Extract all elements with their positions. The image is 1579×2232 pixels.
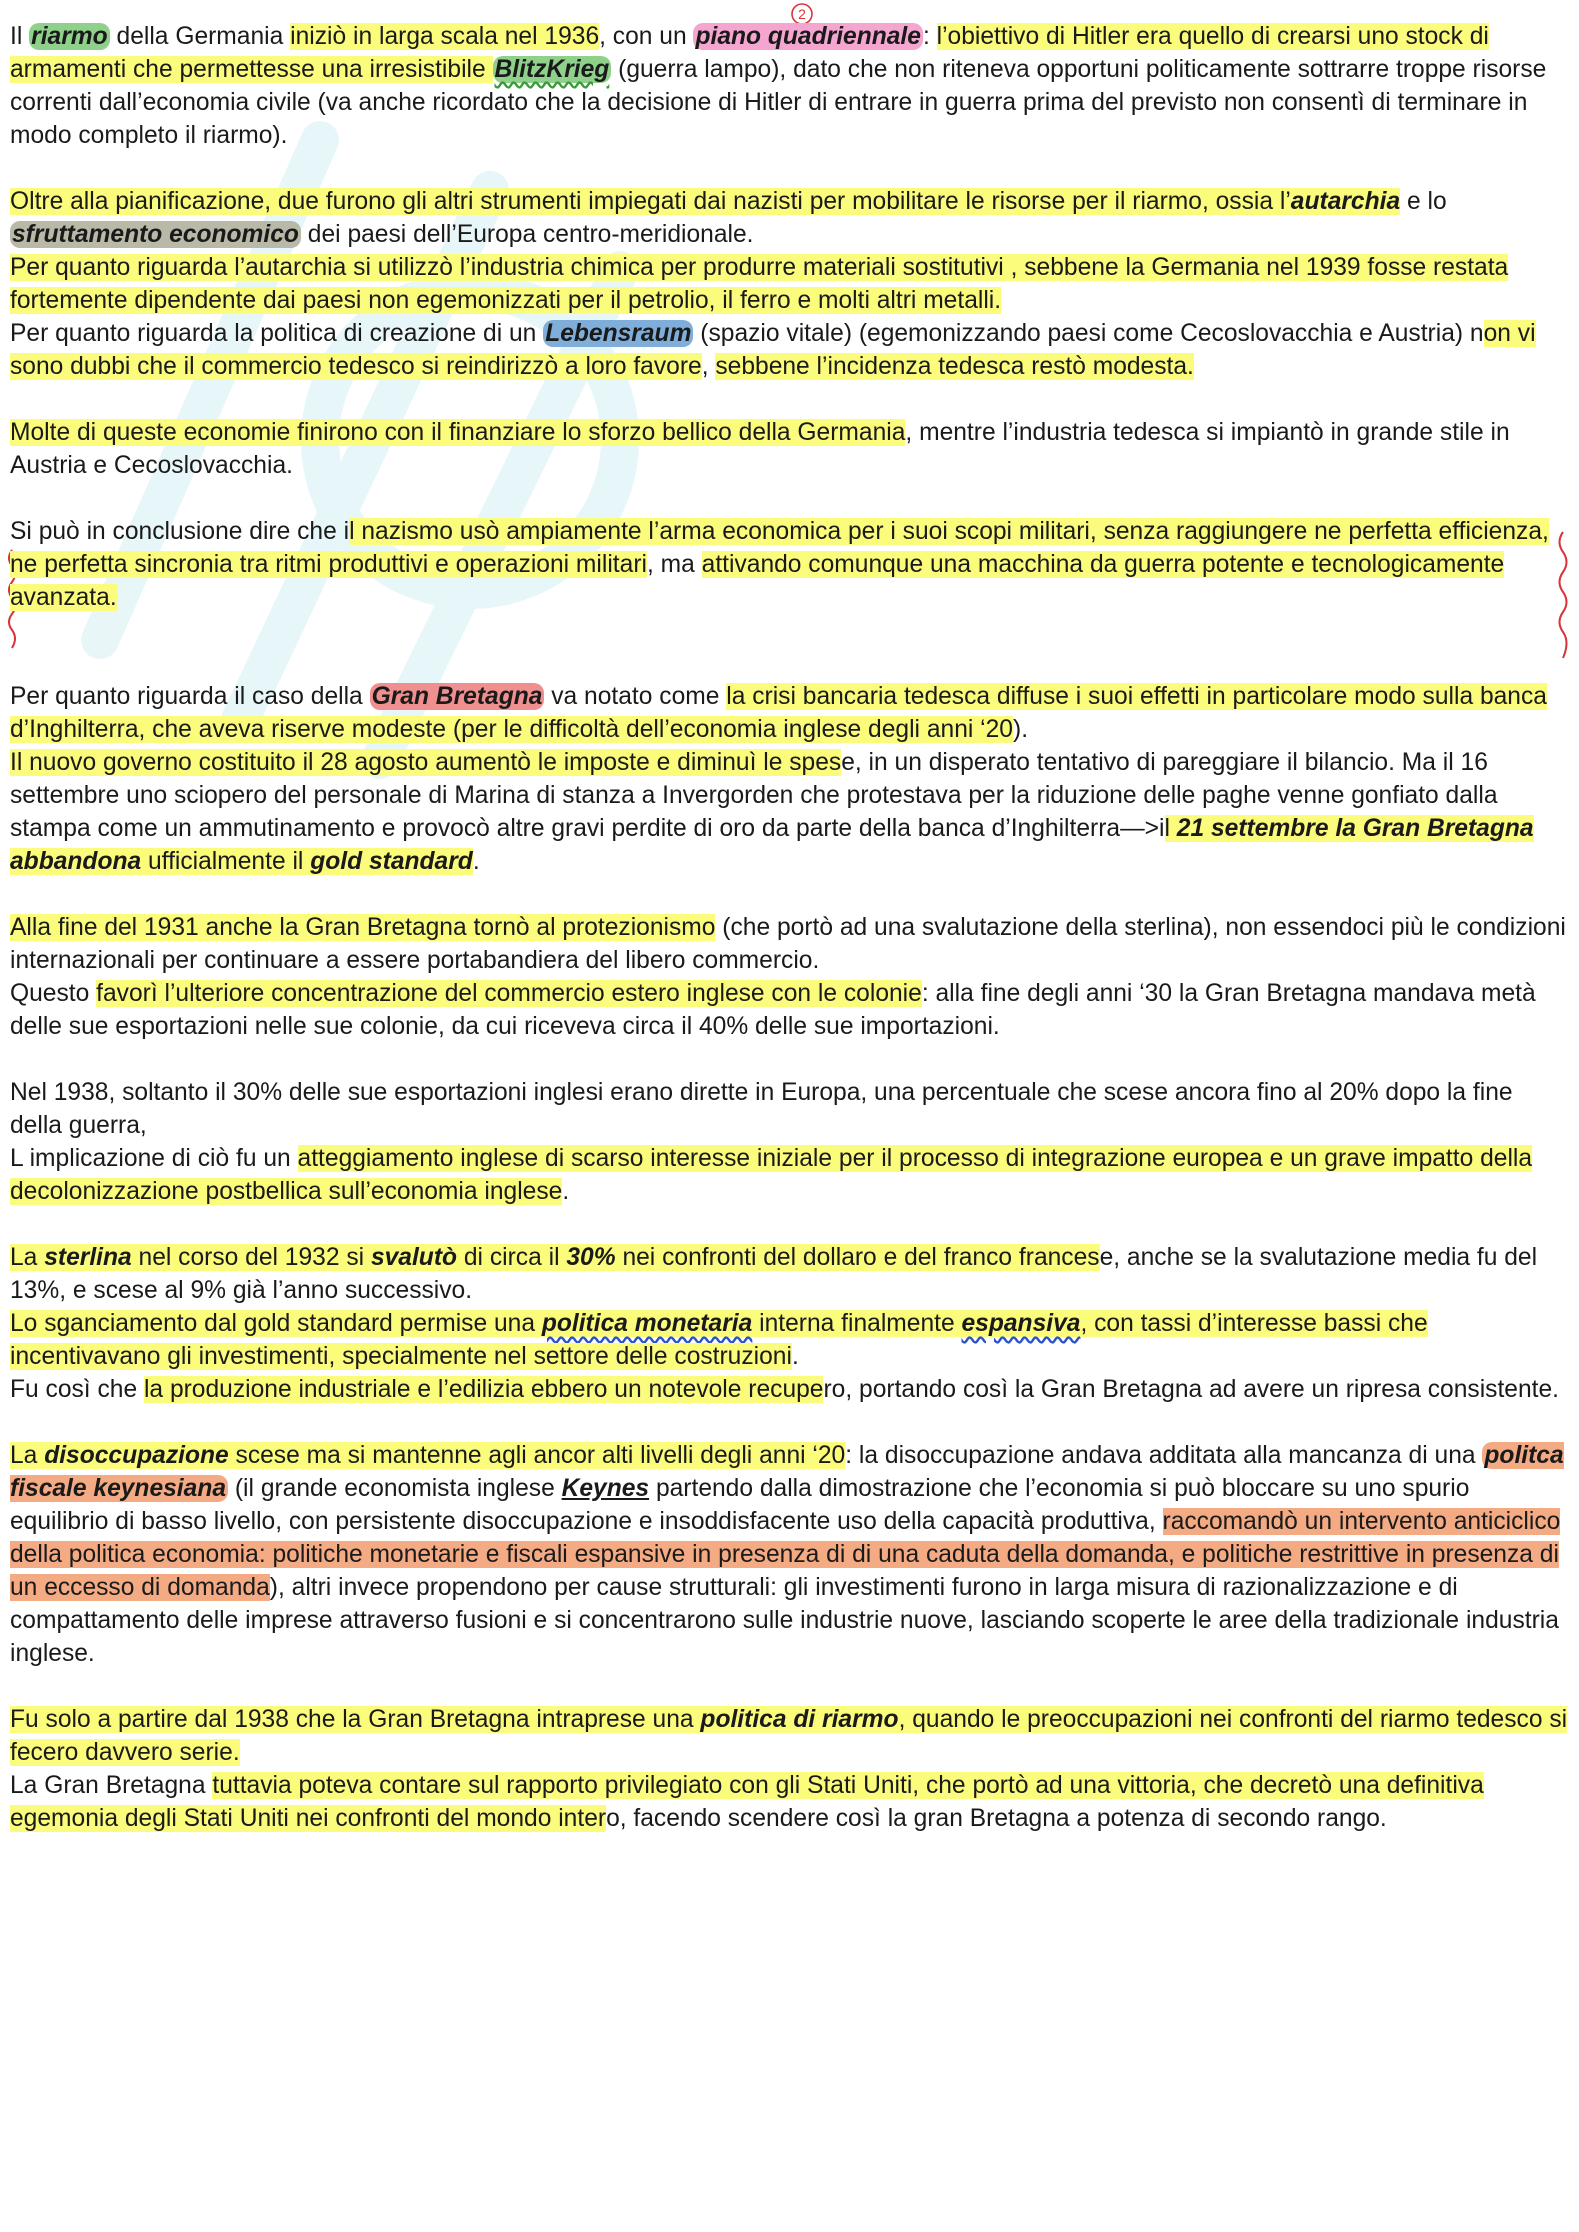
text-run: Si può in conclusione dire che i — [10, 518, 350, 545]
keyword-30-percent: 30% — [566, 1244, 616, 1271]
document-body — [10, 20, 1570, 1835]
highlight-yellow: interna finalmente — [752, 1310, 962, 1337]
svg-text:2: 2 — [798, 6, 806, 22]
highlight-yellow: scese ma si mantenne agli ancor alti livelli degli anni ‘20 — [228, 1442, 846, 1469]
text-run: dei paesi dell’Europa centro-meridionale. — [300, 221, 754, 248]
paragraph-disoccupazione — [10, 1439, 1570, 1670]
text-run: Questo — [10, 980, 97, 1007]
paragraph-protezionismo — [10, 911, 1570, 1043]
text-run: Fu così che — [10, 1376, 144, 1403]
highlight-yellow: Il nuovo governo costituito il 28 agosto aumentò le imposte e diminuì le spes — [10, 749, 842, 776]
highlight-yellow: ufficialmente il — [141, 848, 311, 875]
text-run: : — [922, 23, 937, 50]
text-run: partendo dalla dimostrazione che l’economia si può bloccare su uno spurio equilibrio di basso livello, con persistente disoccupazione e insoddisfacente uso della capacità produttiva, — [10, 1475, 1470, 1535]
text-run: ), altri invece propendono per cause strutturali: gli investimenti furono in larga misura di razionalizzazione e di compattamento delle imprese attraverso fusioni e si concentrarono sulle industrie nuove, lasciando scoperte le aree della tradizionale industria inglese. — [10, 1574, 1559, 1667]
text-run: , mentre l’industria tedesca si impiantò in grande stile in Austria e Cecoslovacchia. — [10, 419, 1510, 479]
text-run: e, in un disperato tentativo di pareggiare il bilancio. Ma il 16 settembre uno sciopero del personale di Marina di stanza a Invergorden che protestava per la riduzione delle paghe venne gonfiato dalla stampa come un ammutinamento e provocò altre gravi perdite di oro da parte della banca d’Inghilterra—>i — [10, 749, 1498, 842]
highlight-yellow: on vi sono dubbi che il commercio tedesco si reindirizzò a loro favore — [10, 320, 1536, 380]
text-run: . — [791, 1343, 799, 1370]
text-run: . — [472, 848, 480, 875]
highlight-yellow: atteggiamento inglese di scarso interesse iniziale per il processo di integrazione europea e un grave impatto della decolonizzazione postbellica sull’economia inglese — [10, 1145, 1533, 1205]
text-run: della Germania — [109, 23, 291, 50]
keyword-21-settembre: 21 settembre la Gran Bretagna abbandona — [10, 815, 1534, 875]
highlight-yellow: nel corso del 1932 si — [131, 1244, 371, 1271]
text-run: (spazio vitale) (egemonizzando paesi come Cecoslovacchia e Austria) n — [693, 320, 1484, 347]
highlight-yellow: la produzione industriale e l’edilizia ebbero un notevole recupe — [143, 1376, 824, 1403]
text-run: e, anche se la svalutazione media fu del 13%, e scese al 9% già l’anno successivo. — [10, 1244, 1538, 1304]
keyword-piano-quadriennale: piano quadriennale — [695, 23, 921, 50]
highlight-yellow: Per quanto riguarda l’autarchia si utilizzò l’industria chimica per produrre materiali sostitutivi , sebbene la Germania nel 1939 fosse restata fortemente dipendente dai paesi non egemonizzati per il petrolio, il ferro e molti altri metalli. — [10, 254, 1509, 314]
keyword-espansiva: espansiva — [961, 1310, 1081, 1337]
keyword-blitzkrieg: BlitzKrieg — [494, 56, 610, 83]
keyword-gold-standard: gold standard — [310, 848, 473, 875]
highlight-yellow: Oltre alla pianificazione, due furono gli altri strumenti impiegati dai nazisti per mobilitare le risorse per il riarmo, ossia l’ — [10, 188, 1291, 215]
keyword-politica-fiscale-keynesiana: politca fiscale keynesiana — [10, 1442, 1564, 1502]
paragraph-economie — [10, 416, 1570, 482]
text-run: La Gran Bretagna — [10, 1772, 213, 1799]
text-run: Nel 1938, soltanto il 30% delle sue esportazioni inglesi erano dirette in Europa, una percentuale che scese ancora fino al 20% dopo la fine della guerra, — [10, 1079, 1513, 1139]
text-run: (guerra lampo), dato che non riteneva opportuni politicamente sottrarre troppe risorse correnti dall’economia civile (va anche ricordato che la decisione di Hitler di entrare in guerra prima del previsto non consentì di terminare in modo completo il riarmo). — [10, 56, 1547, 149]
text-run: (che portò ad una svalutazione della sterlina), non essendoci più le condizioni internazionali per continuare a essere portabandiera del libero commercio. — [10, 914, 1566, 974]
paragraph-esportazioni — [10, 1076, 1570, 1208]
keyword-politica-di-riarmo: politica di riarmo — [700, 1706, 899, 1733]
paragraph-conclusione — [10, 515, 1570, 614]
text-run: , con un — [599, 23, 694, 50]
text-run: e lo — [1400, 188, 1447, 215]
highlight-yellow: Molte di queste economie finirono con il finanziare lo sforzo bellico della Germania — [10, 419, 906, 446]
paragraph-sterlina — [10, 1241, 1570, 1406]
text-run: Per quanto riguarda il caso della — [10, 683, 370, 710]
text-run: ). — [1013, 716, 1029, 743]
keyword-autarchia: autarchia — [1290, 188, 1401, 215]
highlight-yellow: , con tassi d’interesse bassi che incentivavano gli investimenti, specialmente nel settore delle costruzioni — [10, 1310, 1428, 1370]
highlight-yellow: iniziò in larga scala nel 1936 — [290, 23, 600, 50]
keyword-politica-monetaria: politica monetaria — [541, 1310, 753, 1337]
highlight-orange: raccomandò un intervento anticiclico della politica economia: politiche monetarie e fiscali espansive in presenza di di una caduta della domanda, e politiche restrittive in presenza di un eccesso di domanda — [10, 1508, 1561, 1601]
highlight-yellow: sebbene l’incidenza tedesca restò modesta. — [715, 353, 1194, 380]
highlight-yellow: favorì l’ulteriore concentrazione del commercio estero inglese con le colonie — [96, 980, 922, 1007]
keyword-gran-bretagna: Gran Bretagna — [371, 683, 543, 710]
paragraph-riarmo-germania — [10, 20, 1570, 152]
text-run: ro, portando così la Gran Bretagna ad avere un ripresa consistente. — [823, 1376, 1559, 1403]
text-run: Per quanto riguarda la politica di creazione di un — [10, 320, 544, 347]
highlight-yellow: La — [10, 1442, 45, 1469]
keyword-sfruttamento-economico: sfruttamento economico — [12, 221, 299, 248]
highlight-yellow: Lo sganciamento dal gold standard permise una — [10, 1310, 542, 1337]
paragraph-strumenti — [10, 185, 1570, 383]
text-run: L implicazione di ciò fu un — [10, 1145, 298, 1172]
highlight-yellow: di circa il — [457, 1244, 567, 1271]
highlight-yellow: , quando le preoccupazioni nei confronti del riarmo tedesco si fecero davvero serie. — [10, 1706, 1568, 1766]
text-run: Il — [10, 23, 30, 50]
keyword-sterlina: sterlina — [44, 1244, 132, 1271]
highlight-yellow: l’obiettivo di Hitler era quello di crearsi uno stock di armamenti che permettesse una irresistibile — [10, 23, 1489, 83]
highlight-yellow: Alla fine del 1931 anche la Gran Bretagna tornò al protezionismo — [10, 914, 716, 941]
highlight-yellow: tuttavia poteva contare sul rapporto privilegiato con gli Stati Uniti, che portò ad una vittoria, che decretò una definitiva egemonia degli Stati Uniti nei confronti del mondo inter — [10, 1772, 1484, 1832]
highlight-yellow: Fu solo a partire dal 1938 che la Gran Bretagna intraprese una — [10, 1706, 701, 1733]
keyword-disoccupazione: disoccupazione — [44, 1442, 229, 1469]
paragraph-gran-bretagna — [10, 680, 1570, 878]
text-run: (il grande economista inglese — [228, 1475, 562, 1502]
text-run: . — [562, 1178, 570, 1205]
highlight-yellow: La — [10, 1244, 45, 1271]
text-run: : la disoccupazione andava additata alla mancanza di una — [845, 1442, 1483, 1469]
keyword-svaluto: svalutò — [370, 1244, 458, 1271]
text-run: va notato come — [544, 683, 727, 710]
keyword-keynes: Keynes — [561, 1475, 650, 1502]
text-run: : alla fine degli anni ‘30 la Gran Bretagna mandava metà delle sue esportazioni nelle sue colonie, da cui riceveva circa il 40% delle sue importazioni. — [10, 980, 1536, 1040]
highlight-yellow: la crisi bancaria tedesca diffuse i suoi effetti in particolare modo sulla banca d’Inghilterra, che aveva riserve modeste (per le difficoltà dell’economia inglese degli anni ‘20 — [10, 683, 1547, 743]
highlight-yellow: attivando comunque una macchina da guerra potente e tecnologicamente avanzata. — [10, 551, 1505, 611]
keyword-riarmo: riarmo — [31, 23, 108, 50]
text-run: , ma — [646, 551, 702, 578]
text-run: , — [701, 353, 716, 380]
highlight-yellow: nei confronti del dollaro e del franco frances — [615, 1244, 1100, 1271]
paragraph-riarmo-gb — [10, 1703, 1570, 1835]
text-run: o, facendo scendere così la gran Bretagna a potenza di secondo rango. — [606, 1805, 1387, 1832]
keyword-lebensraum: Lebensraum — [545, 320, 692, 347]
highlight-yellow: l — [1164, 815, 1177, 842]
highlight-yellow: l nazismo usò ampiamente l’arma economica per i suoi scopi militari, senza raggiungere ne perfetta efficienza, ne perfetta sincronia tra ritmi produttivi e operazioni militari — [10, 518, 1549, 578]
